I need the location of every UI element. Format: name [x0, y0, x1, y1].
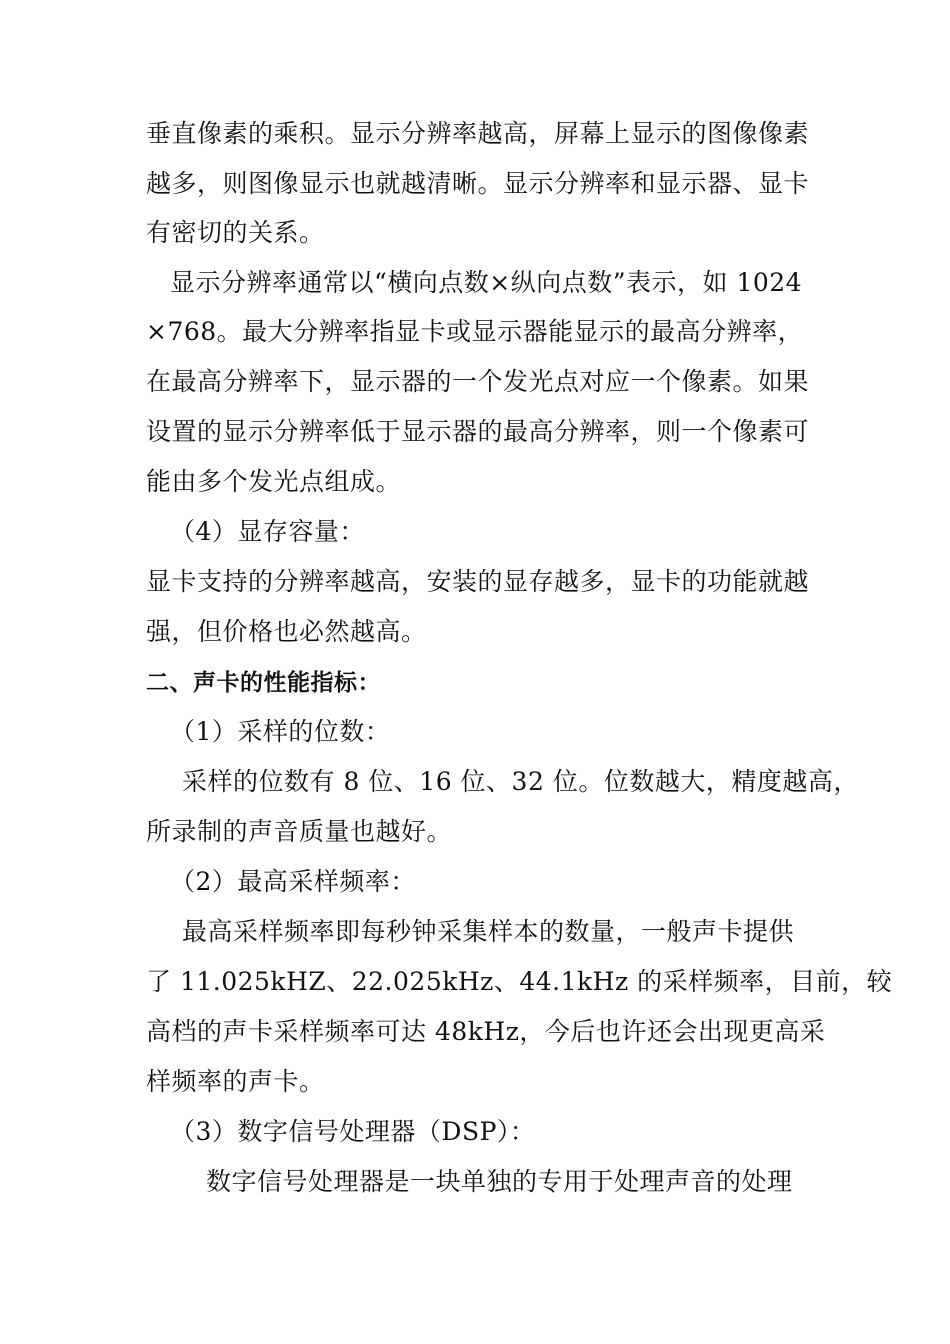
- sub-heading: （2）最高采样频率：: [170, 867, 416, 896]
- text-line: 最高采样频率即每秒钟采集样本的数量，一般声卡提供: [182, 917, 795, 946]
- sub-heading: （4）显存容量：: [170, 517, 365, 546]
- text-line: 显示分辨率通常以“横向点数×纵向点数”表示，如 1024: [170, 268, 803, 297]
- text-line: 采样的位数有 8 位、16 位、32 位。位数越大，精度越高，: [182, 767, 859, 796]
- text-line: 有密切的关系。: [146, 218, 325, 247]
- text-line: 数字信号处理器是一块单独的专用于处理声音的处理: [206, 1167, 793, 1196]
- sub-heading: （3）数字信号处理器（DSP）：: [170, 1117, 536, 1146]
- text-line: 高档的声卡采样频率可达 48kHz，今后也许还会出现更高采: [146, 1017, 826, 1046]
- text-line: 样频率的声卡。: [146, 1067, 325, 1096]
- section-heading: 二、声卡的性能指标：: [146, 670, 381, 696]
- text-line: ×768。最大分辨率指显卡或显示器能显示的最高分辨率，: [146, 317, 804, 346]
- text-line: 了 11.025kHZ、22.025kHz、44.1kHz 的采样频率，目前，较: [146, 967, 893, 996]
- text-line: 强，但价格也必然越高。: [146, 617, 427, 646]
- sub-heading: （1）采样的位数：: [170, 717, 391, 746]
- text-line: 在最高分辨率下，显示器的一个发光点对应一个像素。如果: [146, 367, 810, 396]
- text-line: 所录制的声音质量也越好。: [146, 817, 453, 846]
- text-line: 能由多个发光点组成。: [146, 467, 402, 496]
- text-line: 显卡支持的分辨率越高，安装的显存越多，显卡的功能就越: [146, 567, 810, 596]
- text-line: 垂直像素的乘积。显示分辨率越高，屏幕上显示的图像像素: [146, 119, 810, 148]
- text-line: 设置的显示分辨率低于显示器的最高分辨率，则一个像素可: [146, 417, 810, 446]
- text-line: 越多，则图像显示也就越清晰。显示分辨率和显示器、显卡: [146, 169, 810, 198]
